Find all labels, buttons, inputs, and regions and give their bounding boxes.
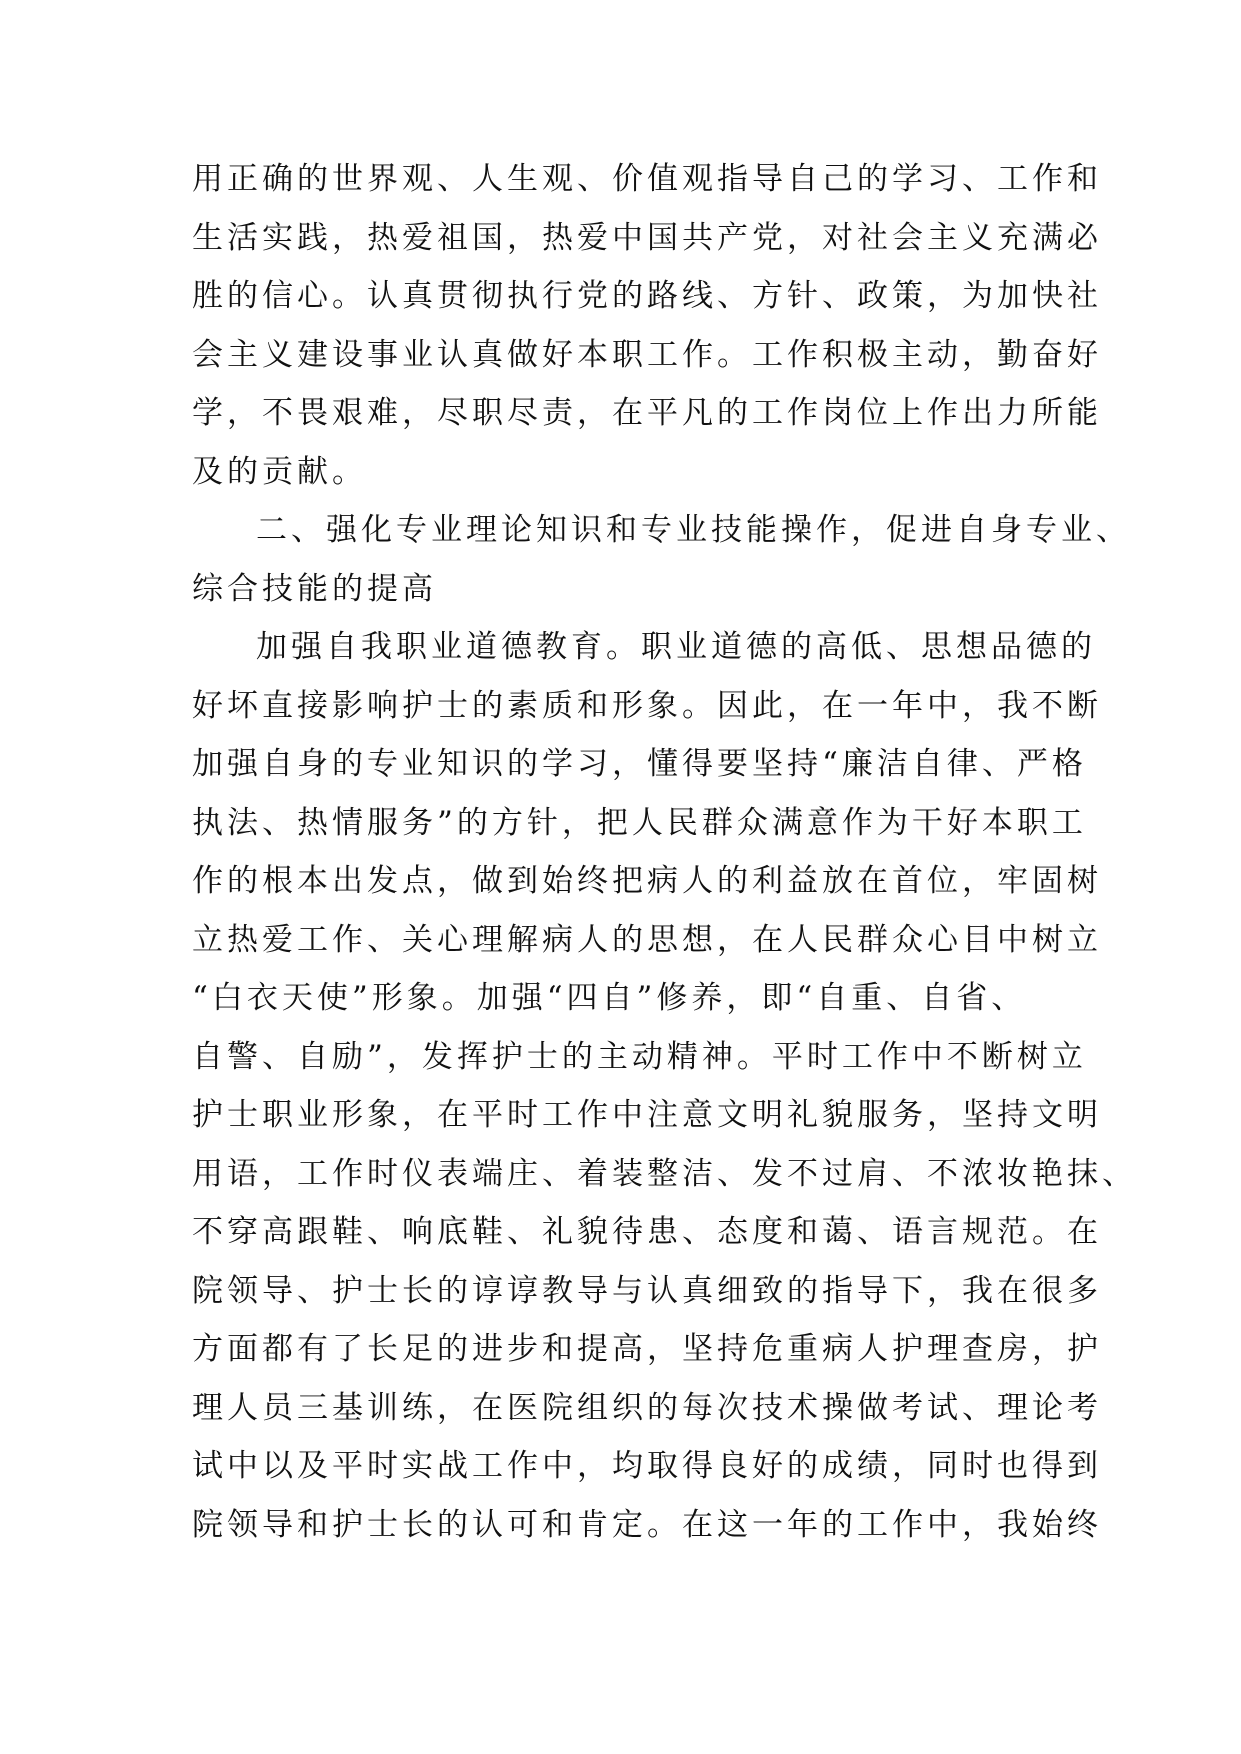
text-line: 好坏直接影响护士的素质和形象。因此，在一年中，我不断: [192, 687, 1102, 724]
text-line: 院领导和护士长的认可和肯定。在这一年的工作中，我始终: [192, 1506, 1102, 1543]
text-line: 自警、自励”，发挥护士的主动精神。平时工作中不断树立: [192, 1038, 1087, 1075]
text-line: 用语，工作时仪表端庄、着装整洁、发不过肩、不浓妆艳抹、: [192, 1155, 1137, 1192]
text-line: 学，不畏艰难，尽职尽责，在平凡的工作岗位上作出力所能: [192, 395, 1102, 431]
text-line: 执法、热情服务”的方针，把人民群众满意作为干好本职工: [192, 804, 1087, 841]
body-text: [192, 150, 1137, 1554]
text-line: 试中以及平时实战工作中，均取得良好的成绩，同时也得到: [192, 1448, 1102, 1484]
text-line: 生活实践，热爱祖国，热爱中国共产党，对社会主义充满必: [192, 219, 1102, 256]
text-line: 立热爱工作、关心理解病人的思想，在人民群众心目中树立: [192, 921, 1102, 958]
text-line: 用正确的世界观、人生观、价值观指导自己的学习、工作和: [192, 161, 1102, 197]
section-heading-line: 二、强化专业理论知识和专业技能操作，促进自身专业、: [256, 512, 1131, 548]
text-line: 及的贡献。: [192, 453, 367, 490]
text-line: 理人员三基训练，在医院组织的每次技术操做考试、理论考: [192, 1389, 1102, 1426]
text-line: 胜的信心。认真贯彻执行党的路线、方针、政策，为加快社: [192, 278, 1102, 314]
text-line: 护士职业形象，在平时工作中注意文明礼貌服务，坚持文明: [192, 1097, 1102, 1133]
text-line: 方面都有了长足的进步和提高，坚持危重病人护理查房，护: [192, 1331, 1102, 1367]
text-line: 加强自我职业道德教育。职业道德的高低、思想品德的: [256, 629, 1096, 665]
section-heading-line: 综合技能的提高: [192, 570, 437, 607]
text-line: 会主义建设事业认真做好本职工作。工作积极主动，勤奋好: [192, 336, 1102, 373]
text-line: “白衣天使”形象。加强“四自”修养，即“自重、自省、: [192, 980, 1027, 1016]
text-line: 院领导、护士长的谆谆教导与认真细致的指导下，我在很多: [192, 1272, 1102, 1309]
text-line: 加强自身的专业知识的学习，懂得要坚持“廉洁自律、严格: [192, 746, 1087, 782]
text-line: 作的根本出发点，做到始终把病人的利益放在首位，牢固树: [192, 863, 1102, 899]
text-line: 不穿高跟鞋、响底鞋、礼貌待患、态度和蔼、语言规范。在: [192, 1214, 1102, 1250]
